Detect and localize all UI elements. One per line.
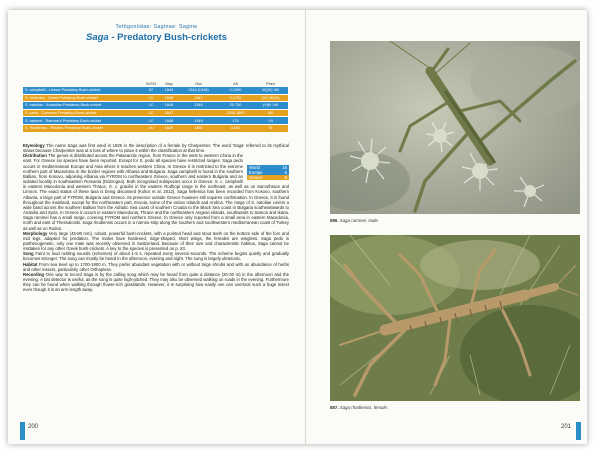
table-cell: VI — [253, 124, 288, 132]
table-cell: 1349 — [179, 117, 218, 125]
caption-text: Saga rammei, male. — [339, 218, 380, 223]
paragraph-etymology — [23, 143, 289, 153]
species-name: S. natoliae - Anatolian Predatory Bush-cricket — [23, 102, 143, 110]
table-cell: 1647 — [159, 109, 179, 117]
table-row — [23, 87, 288, 94]
inset-row — [247, 175, 289, 180]
table-cell: VII — [253, 117, 288, 125]
paragraph-lead: Distribution — [23, 153, 47, 159]
title-rest: - Predatory Bush-crickets — [111, 32, 227, 43]
table-cell: 175 — [218, 117, 253, 125]
right-page — [306, 10, 587, 444]
table-cell: 1645 — [159, 94, 179, 102]
table-row — [23, 117, 288, 125]
species-count-inset — [247, 165, 289, 180]
table-row — [23, 124, 288, 132]
inset-value: 6 — [284, 175, 287, 181]
caption-number: 887. — [330, 405, 339, 410]
title-genus: Saga — [86, 32, 109, 43]
paragraph-lead: Song — [23, 251, 34, 257]
table-cell: 1648 — [159, 117, 179, 125]
species-name: S. hellenica - Greek Predatory Bush-cricket — [23, 94, 143, 102]
table-cell: (VI) VII(IX) — [253, 94, 288, 102]
book-spread — [8, 10, 587, 444]
table-cell: 1350 — [179, 124, 218, 132]
paragraph-lead: Etymology — [23, 143, 45, 148]
table-cell: VIII — [253, 109, 288, 117]
paragraph-lead: Habitat — [23, 261, 38, 267]
section-label: Tettigoniidae: Saginae: Sagine — [115, 24, 198, 30]
table-cell: VI(VII) VIII — [253, 87, 288, 94]
inset-label: Greece — [249, 175, 263, 181]
table-row — [23, 94, 288, 102]
caption-text: Saga rhodiensis, female. — [339, 405, 389, 410]
photo-saga-rammei — [330, 41, 580, 214]
table-cell: LC — [143, 102, 159, 110]
table-cell: 0-1700 — [218, 94, 253, 102]
page-tab-marker — [20, 422, 25, 440]
left-page — [8, 10, 305, 444]
table-cell: 25-730 — [218, 102, 253, 110]
paragraph-lead: Recording — [23, 271, 45, 277]
table-header: Osc — [194, 82, 202, 86]
table-row — [23, 109, 288, 117]
table-cell: (VI)II VIII — [253, 102, 288, 110]
photo-caption — [330, 218, 379, 223]
table-header: Phen — [266, 82, 275, 86]
page-number: 201 — [561, 424, 572, 430]
table-cell: LC — [143, 109, 159, 117]
paragraph-text: Faint to loud rustling sounds (echemes) of about 1-5 s, repeated every several seconds. The echeme begins quietly and gradually becomes stronger. The song can mostly be heard in the afternoon, evening and night. The song is largely ultrasonic. — [23, 251, 289, 262]
table-cell: 1348 — [179, 102, 218, 110]
table-cell: 1340-1690 — [218, 109, 253, 117]
paragraph-lead: Morphology — [23, 230, 48, 236]
page-number: 200 — [28, 424, 39, 430]
table-row — [23, 102, 288, 110]
inset-label: World — [249, 165, 260, 171]
table-header: Alt — [233, 82, 238, 86]
photo-saga-rhodiensis — [330, 235, 580, 401]
table-cell: 0-1390 — [218, 87, 253, 94]
table-cell: 1646 — [159, 102, 179, 110]
table-header: SI/CN — [145, 82, 157, 86]
table-cell: 0-600 — [218, 124, 253, 132]
paragraph-text: Very large (45-80 mm), robust, powerful bush-crickets, with a pointed head and stout teeth on the bottom side of the fore and mid legs, adapted for predation. The males have hardened, ridge-shaped, short wings, the females are wingless. Saga pedo is parthenogenetic, only one male was recently observed in Switzerland. Because of their size and characteristic habitus, Saga cannot be mistaken for any other Greek bush-crickets. A key to the species is presented on p. 83. — [23, 230, 289, 252]
table-cell: 1347 — [179, 94, 218, 102]
inset-label: Europe — [249, 170, 263, 176]
paragraph-morphology — [23, 231, 289, 252]
species-table — [23, 81, 288, 133]
table-cell: VU — [143, 124, 159, 132]
table-cell: - — [179, 109, 218, 117]
species-name: S. rhodiensis - Rhodes Predatory Bush-cricket — [23, 124, 143, 132]
paragraph-text: From sea level up to 1700-1800 m. They prefer abundant vegetation with or without large shrubs and with an abundance of herbs and other insects, particularly other Orthoptera. — [23, 261, 289, 272]
table-cell: 1649 — [159, 124, 179, 132]
paragraph-song — [23, 251, 289, 261]
caption-number: 886. — [330, 218, 339, 223]
photo-caption — [330, 405, 388, 410]
table-cell: 1644 — [159, 87, 179, 94]
page-title — [8, 32, 305, 43]
paragraph-text: The name Saga was first used in 1825 in the description of a female by Charpentier. The word 'Saga' referred to its mythical status because Charpentier was at a loss of where to place it within the classification at that time. — [23, 143, 289, 154]
table-header: Map — [165, 82, 173, 86]
species-name: S. campbelli - Lesser Predatory Bush-cricket — [23, 87, 143, 94]
species-name: S. rammei - Ramme's Predatory Bush-cricket — [23, 117, 143, 125]
paragraph-text: One way to record Saga is by the calling song which may be heard from quite a distance (20-30 m) in the afternoon and the evening. A bat detector is useful, as the song is quite high-pitched. They may also be observed walking on roads in the evening. Furthermore they can be found when walking through flower-rich grasslands. However, it is surprising how easily one can overlook such a huge insect even though it is an arm length away. — [23, 271, 289, 293]
paragraph-text: The genus is distributed across the Palaearctic region, from France in the west to western China in the east. For Greece six species have been reported. Except for S. pedo all species have restricted ranges. Saga pedo occurs in mediterranean Europe and Asia where it reaches western China. In Greece it is restricted to the extreme northern part of Macedonia in the border regions with Albania and Bulgaria. Saga campbelli is found in the southern Balkan, from Kosovo, adjoining Albania via FYROM to northeastern Greece, southern and eastern Bulgaria and an isolated locality in southeastern Romania (Dobrogea). Both recognised subspecies occur in Greece: S. c. campbelli in eastern Macedonia and western Thrace, S. c. gracilis in the eastern Rodhopi range in the northeast, as well as on Samothrace and Limnos. The exact status of these taxa is being discussed (Kolics et al. 2012). Saga hellenica has been recorded from Kosovo, southern Albania, a large part of FYROM, Bulgaria and Greece. Its presence outside Greece however still requires confirmation. In Greece, it is found throughout the mainland, except for the northeastern part, Evvoia, some of the Ionian Islands and Andros. The range of S. natoliae covers a wide band across the southern Balkan from the Adriatic Sea coast of southern Croatia to the Black Sea coast in Bulgaria southeastwards to Anatolia and Syria. In Greece it occurs in eastern Macedonia, Thrace and the northeastern Aegean islands, southwards to Samos and Ikaria. Saga rammei has a small range, covering FYROM and northern Greece. In Greece only reported from a small area in eastern Macedonia, north and east of Thessaloniki. Saga rhodiensis occurs in a narrow strip along the southern and southwestern mediterranean coast of Turkey as well as on Rodos. — [23, 153, 289, 231]
page-tab-marker — [576, 422, 581, 440]
body-text — [23, 143, 289, 293]
paragraph-habitat — [23, 262, 289, 272]
species-name: S. pedo - Common Predatory Bush-cricket — [23, 109, 143, 117]
paragraph-recording — [23, 272, 289, 293]
table-cell: 1344 (1346) — [179, 87, 218, 94]
table-cell: LC — [143, 117, 159, 125]
table-cell: 87 — [143, 87, 159, 94]
table-cell: LC — [143, 94, 159, 102]
inset-value: 6 — [284, 170, 287, 176]
inset-value: 15 — [282, 165, 287, 171]
